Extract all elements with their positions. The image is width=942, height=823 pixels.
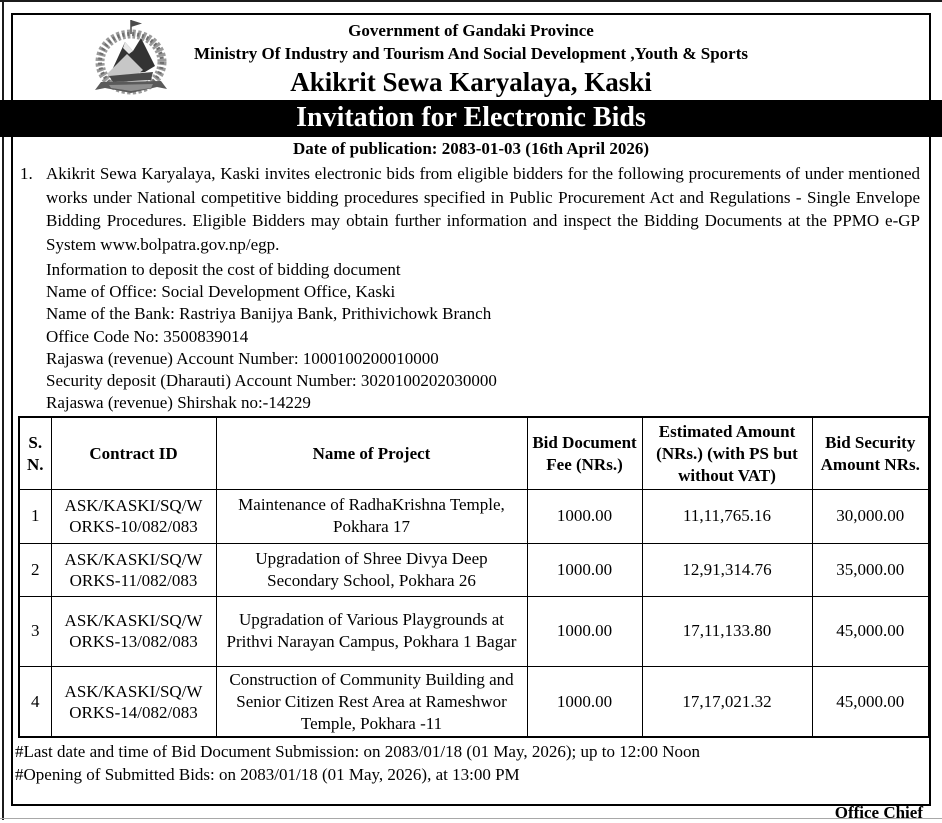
publication-date-line: Date of publication: 2083-01-03 (16th April 2026) xyxy=(292,139,650,158)
table-row xyxy=(19,543,929,596)
cell-contract-id: ASK/KASKI/SQ/WORKS-11/082/083 xyxy=(51,543,216,596)
deposit-info-block xyxy=(46,259,929,414)
document-header xyxy=(13,15,929,100)
cell-estimated-amount: 17,17,021.32 xyxy=(642,666,812,737)
cell-contract-id: ASK/KASKI/SQ/WORKS-14/082/083 xyxy=(51,666,216,737)
page-edge-top-line xyxy=(0,0,942,2)
cell-project-name: Maintenance of RadhaKrishna Temple, Pokhara 17 xyxy=(216,489,527,543)
header-estimated-amount: Estimated Amount (NRs.) (with PS but without VAT) xyxy=(642,417,812,489)
office-name: Akikrit Sewa Karyalaya, Kaski xyxy=(290,67,652,97)
nepal-government-emblem-logo xyxy=(79,18,183,100)
cell-bid-security: 45,000.00 xyxy=(812,596,929,666)
cell-contract-id: ASK/KASKI/SQ/WORKS-13/082/083 xyxy=(51,596,216,666)
cell-bid-fee: 1000.00 xyxy=(527,543,642,596)
header-project-name: Name of Project xyxy=(216,417,527,489)
header-bid-document-fee: Bid Document Fee (NRs.) xyxy=(527,417,642,489)
table-row xyxy=(19,666,929,737)
invitation-paragraph xyxy=(13,162,929,256)
revenue-shirshak-line: Rajaswa (revenue) Shirshak no:-14229 xyxy=(46,393,311,413)
header-bid-security: Bid Security Amount NRs. xyxy=(812,417,929,489)
bank-name-line: Name of the Bank: Rastriya Banijya Bank, Prithivichowk Branch xyxy=(46,304,492,324)
signature-title: Office Chief xyxy=(834,803,923,823)
cell-bid-security: 30,000.00 xyxy=(812,489,929,543)
footer-notes xyxy=(13,741,929,786)
cell-sn: 3 xyxy=(19,596,51,666)
office-code-line: Office Code No: 3500839014 xyxy=(46,326,249,346)
cell-bid-fee: 1000.00 xyxy=(527,489,642,543)
cell-estimated-amount: 12,91,314.76 xyxy=(642,543,812,596)
cell-sn: 2 xyxy=(19,543,51,596)
bid-opening-line: #Opening of Submitted Bids: on 2083/01/18 (01 May, 2026), at 13:00 PM xyxy=(15,764,520,784)
header-contract-id: Contract ID xyxy=(51,417,216,489)
ministry-name: Ministry Of Industry and Tourism And Social Development ,Youth & Sports xyxy=(193,44,748,63)
security-deposit-account-line: Security deposit (Dharauti) Account Number: 3020100202030000 xyxy=(46,371,497,391)
revenue-account-line: Rajaswa (revenue) Account Number: 1000100200010000 xyxy=(46,348,439,368)
cell-estimated-amount: 11,11,765.16 xyxy=(642,489,812,543)
cell-sn: 4 xyxy=(19,666,51,737)
bid-table-header-row xyxy=(19,417,929,489)
header-sn: S. N. xyxy=(19,417,51,489)
cell-bid-fee: 1000.00 xyxy=(527,596,642,666)
deposit-info-title: Information to deposit the cost of bidding document xyxy=(46,260,401,279)
office-name-line: Name of Office: Social Development Office, Kaski xyxy=(46,282,396,302)
cell-bid-security: 45,000.00 xyxy=(812,666,929,737)
paragraph-text: Akikrit Sewa Karyalaya, Kaski invites electronic bids from eligible bidders for the following procurements of under mentioned works under National competitive bidding procedures specified in Public Procurement Act and Regulations - Single Envelope Bidding Procedures. Eligible Bidders may obtain further information and inspect the Bidding Documents at the PPMO e-GP System www.bolpatra.gov.np/egp. xyxy=(46,164,920,254)
submission-deadline-line: #Last date and time of Bid Document Submission: on 2083/01/18 (01 May, 2026); up to 12:00 Noon xyxy=(15,742,700,762)
cell-project-name: Upgradation of Shree Divya Deep Secondary School, Pokhara 26 xyxy=(216,543,527,596)
cell-sn: 1 xyxy=(19,489,51,543)
government-name: Government of Gandaki Province xyxy=(348,21,594,40)
bid-table xyxy=(18,416,930,738)
invitation-banner-title: Invitation for Electronic Bids xyxy=(296,102,646,133)
invitation-banner xyxy=(0,100,942,137)
cell-bid-security: 35,000.00 xyxy=(812,543,929,596)
cell-bid-fee: 1000.00 xyxy=(527,666,642,737)
table-row xyxy=(19,489,929,543)
cell-estimated-amount: 17,11,133.80 xyxy=(642,596,812,666)
cell-contract-id: ASK/KASKI/SQ/WORKS-10/082/083 xyxy=(51,489,216,543)
cell-project-name: Upgradation of Various Playgrounds at Prithvi Narayan Campus, Pokhara 1 Bagar xyxy=(216,596,527,666)
table-row xyxy=(19,596,929,666)
cell-project-name: Construction of Community Building and Senior Citizen Rest Area at Rameshwor Temple, Pokhara -11 xyxy=(216,666,527,737)
paragraph-number: 1. xyxy=(20,164,33,183)
